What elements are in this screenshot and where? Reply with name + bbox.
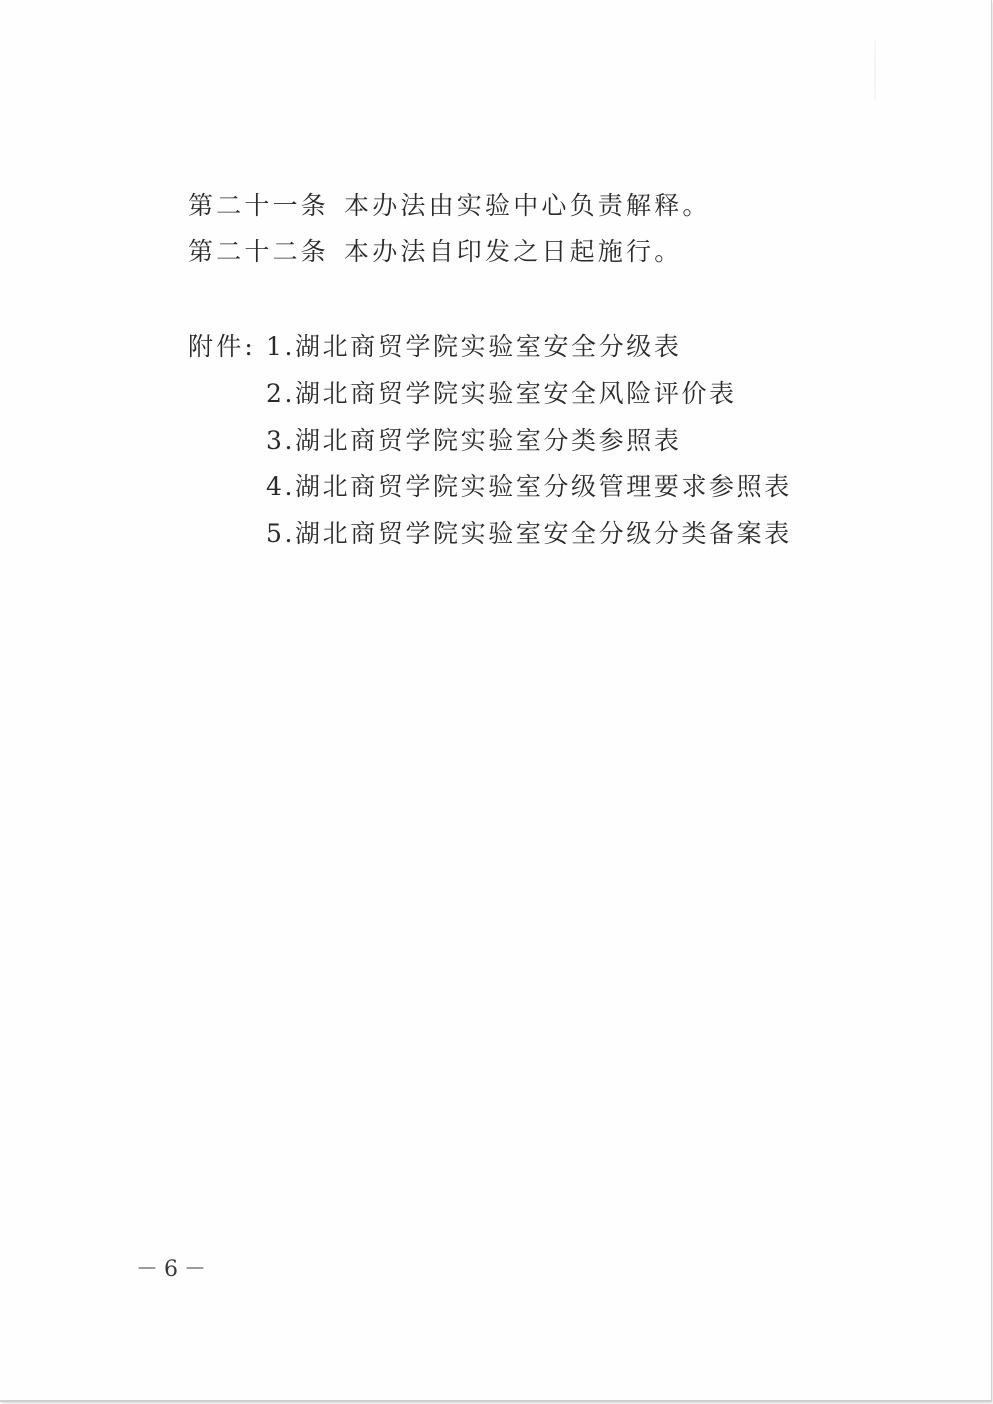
article-number: 第二十一条 xyxy=(188,191,330,220)
article-21 xyxy=(188,186,711,222)
attachment-item: 4.湖北商贸学院实验室分级管理要求参照表 xyxy=(266,472,792,501)
page-number: －6－ xyxy=(136,1257,212,1282)
article-22 xyxy=(188,232,682,268)
article-text: 本办法由实验中心负责解释。 xyxy=(344,191,711,220)
article-text: 本办法自印发之日起施行。 xyxy=(344,237,683,266)
attachments-label: 附件: xyxy=(188,332,257,361)
attachment-item: 3.湖北商贸学院实验室分类参照表 xyxy=(266,426,682,455)
article-number: 第二十二条 xyxy=(188,237,330,266)
scan-artifact xyxy=(874,40,876,100)
attachment-item: 5.湖北商贸学院实验室安全分级分类备案表 xyxy=(266,519,792,548)
attachment-item: 2.湖北商贸学院实验室安全风险评价表 xyxy=(266,379,737,408)
attachment-item: 1.湖北商贸学院实验室安全分级表 xyxy=(266,332,682,361)
